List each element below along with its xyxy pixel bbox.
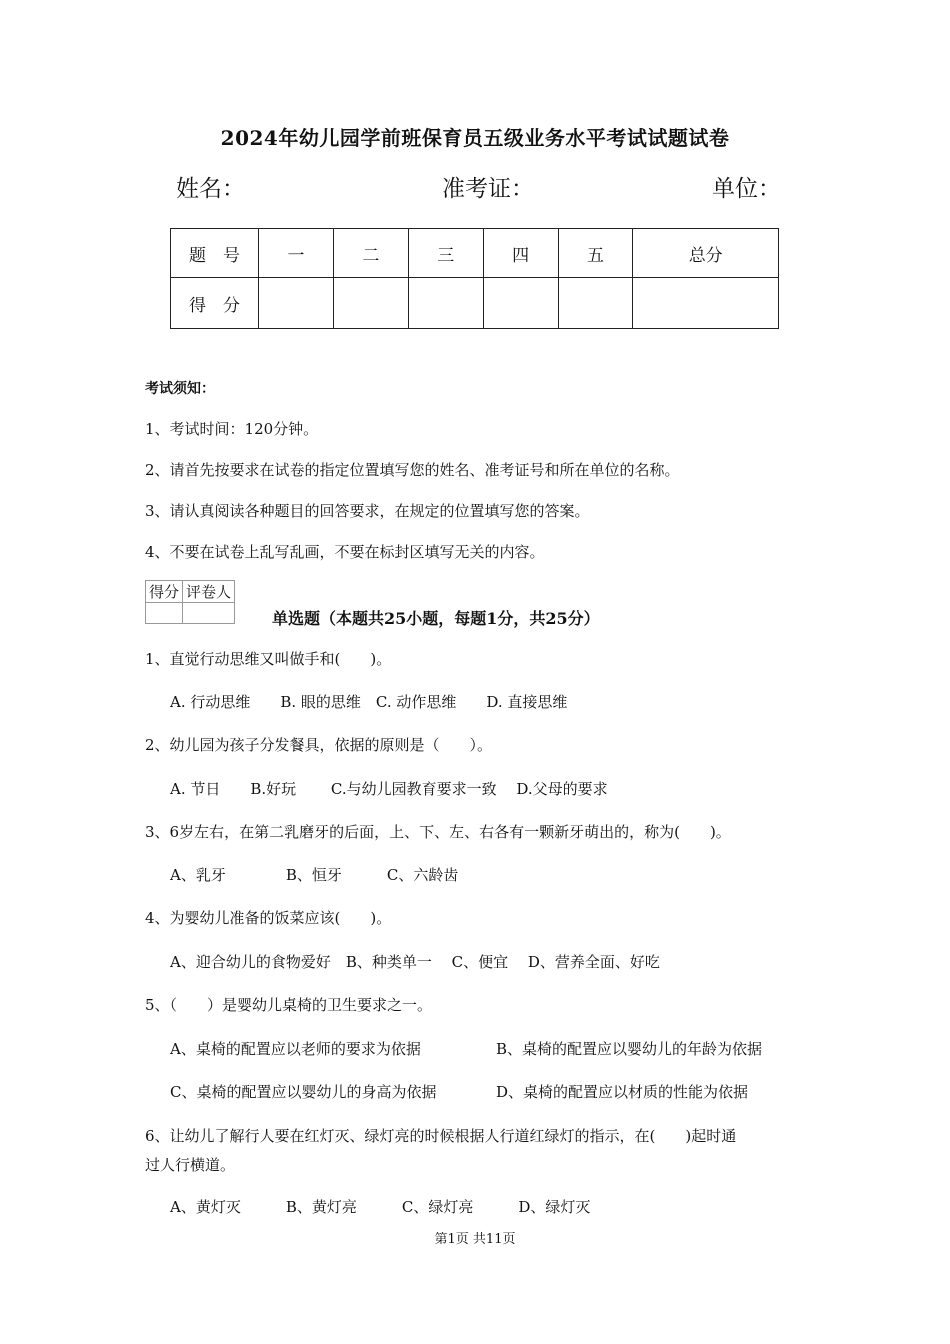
question-stem-continued: 过人行横道。	[145, 1156, 236, 1174]
grader-score-label: 得分	[146, 581, 183, 603]
score-header-cell: 二	[333, 229, 408, 278]
unit-label: 单位：	[712, 176, 781, 202]
question-options: A、乳牙 B、恒牙 C、六龄齿	[170, 866, 459, 884]
score-cell[interactable]	[633, 278, 779, 329]
score-header-cell: 一	[259, 229, 334, 278]
score-header-cell: 四	[483, 229, 558, 278]
question-stem: 1、直觉行动思维又叫做手和( )。	[145, 650, 392, 668]
question-stem: 3、6岁左右，在第二乳磨牙的后面，上、下、左、右各有一颗新牙萌出的，称为( )。	[145, 823, 731, 841]
score-cell[interactable]	[333, 278, 408, 329]
ticket-label: 准考证：	[442, 176, 534, 202]
question-stem: 2、幼儿园为孩子分发餐具，依据的原则是（ ）。	[145, 736, 493, 754]
question-option: D、桌椅的配置应以材质的性能为依据	[496, 1083, 749, 1101]
exam-title: 2024年幼儿园学前班保育员五级业务水平考试试题试卷	[220, 126, 730, 150]
question-stem: 6、让幼儿了解行人要在红灯灭、绿灯亮的时候根据人行道红绿灯的指示，在( )起时通	[145, 1127, 737, 1145]
question-option: B、桌椅的配置应以婴幼儿的年龄为依据	[496, 1040, 763, 1058]
notice-item: 1、考试时间：120分钟。	[145, 420, 319, 438]
score-table-header-row	[171, 229, 779, 278]
question-options: A、迎合幼儿的食物爱好 B、种类单一 C、便宜 D、营养全面、好吃	[170, 953, 660, 971]
score-row-label: 得 分	[171, 278, 259, 329]
notice-item: 4、不要在试卷上乱写乱画，不要在标封区填写无关的内容。	[145, 543, 545, 561]
name-label: 姓名：	[176, 176, 245, 202]
score-cell[interactable]	[408, 278, 483, 329]
score-header-cell: 总分	[633, 229, 779, 278]
question-option: C、桌椅的配置应以婴幼儿的身高为依据	[170, 1083, 437, 1101]
question-options: A. 节日 B.好玩 C.与幼儿园教育要求一致 D.父母的要求	[170, 780, 608, 798]
question-option: A、桌椅的配置应以老师的要求为依据	[170, 1040, 421, 1058]
question-stem: 5、（ ）是婴幼儿桌椅的卫生要求之一。	[145, 996, 433, 1014]
grader-box	[145, 580, 235, 624]
grader-reviewer-label: 评卷人	[183, 581, 235, 603]
score-cell[interactable]	[259, 278, 334, 329]
grader-score-cell[interactable]	[146, 603, 183, 624]
score-cell[interactable]	[483, 278, 558, 329]
score-table	[170, 228, 779, 329]
question-stem: 4、为婴幼儿准备的饭菜应该( )。	[145, 909, 392, 927]
score-table-score-row	[171, 278, 779, 329]
score-cell[interactable]	[558, 278, 633, 329]
question-options: A、黄灯灭 B、黄灯亮 C、绿灯亮 D、绿灯灭	[170, 1198, 591, 1216]
score-header-cell: 五	[558, 229, 633, 278]
notice-item: 3、请认真阅读各种题目的回答要求，在规定的位置填写您的答案。	[145, 502, 590, 520]
score-header-cell: 题 号	[171, 229, 259, 278]
grader-reviewer-cell[interactable]	[183, 603, 235, 624]
question-options: A. 行动思维 B. 眼的思维 C. 动作思维 D. 直接思维	[170, 693, 568, 711]
notice-item: 2、请首先按要求在试卷的指定位置填写您的姓名、准考证号和所在单位的名称。	[145, 461, 680, 479]
section-title: 单选题（本题共25小题，每题1分，共25分）	[272, 609, 600, 628]
page-footer: 第1页 共11页	[434, 1232, 516, 1247]
notice-heading: 考试须知：	[145, 381, 215, 397]
score-header-cell: 三	[408, 229, 483, 278]
